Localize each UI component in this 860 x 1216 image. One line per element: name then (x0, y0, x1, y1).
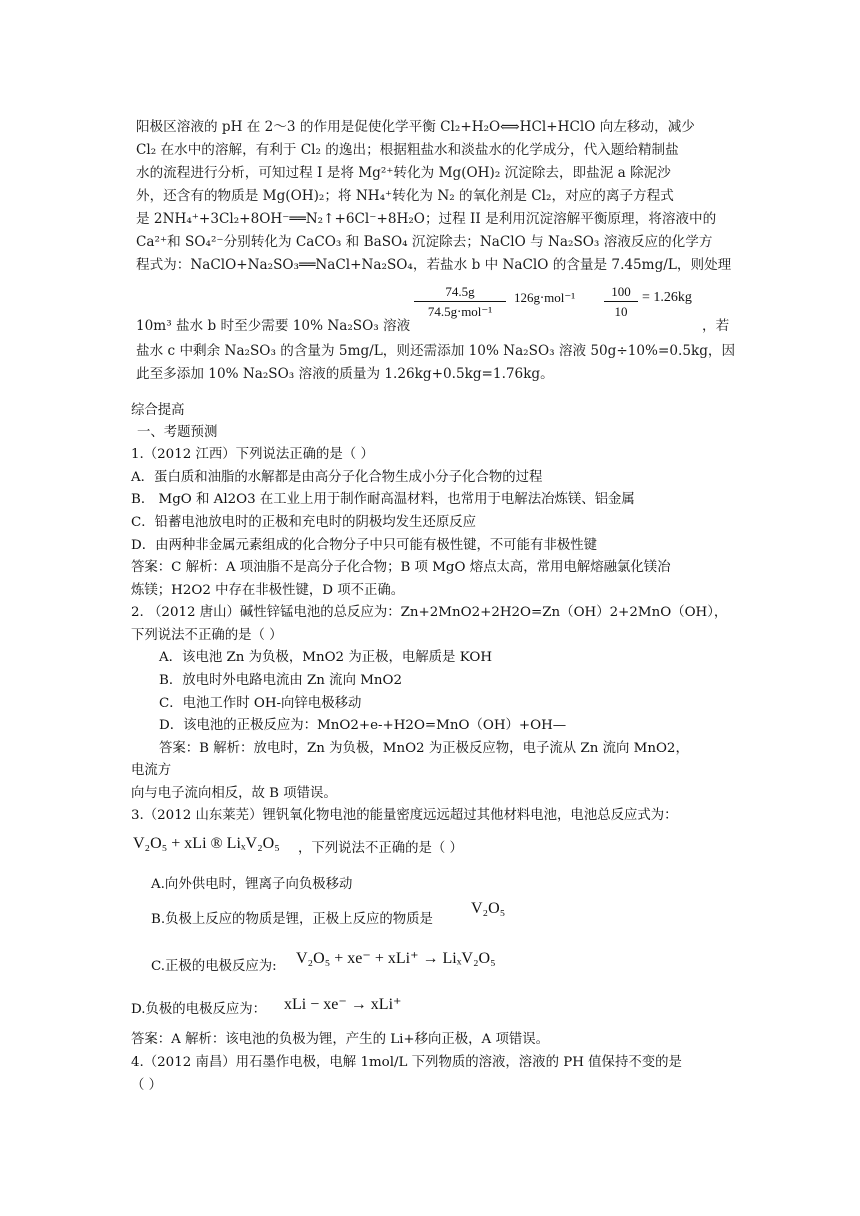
scan-line-3: 水的流程进行分析，可知过程 I 是将 Mg²⁺转化为 Mg(OH)₂ 沉淀除去，即盐泥 a 除泥沙 (136, 165, 671, 181)
scan-line-6: Ca²⁺和 SO₄²⁻分别转化为 CaCO₃ 和 BaSO₄ 沉淀除去；NaClO 与 Na₂SO₃ 溶液反应的化学方 (136, 234, 713, 250)
q1-option-a: A．蛋白质和油脂的水解都是由高分子化合物生成小分子化合物的过程 (131, 470, 543, 485)
fraction-2-denominator: 10 (614, 304, 628, 319)
q2-option-c: C．电池工作时 OH-向锌电极移动 (159, 696, 362, 711)
fraction-1-denominator: 74.5g⋅mol⁻¹ (427, 304, 493, 319)
section-heading: 综合提高 (131, 403, 185, 418)
section-subheading: 一、考题预测 (137, 425, 218, 440)
q4-stem-line-1: 4.（2012 南昌）用石墨作电极，电解 1mol/L 下列物质的溶液，溶液的 PH 值保持不变的是 (131, 1055, 682, 1070)
q1-answer-line-2: 炼镁；H2O2 中存在非极性键，D 项不正确。 (131, 583, 405, 598)
q3-option-c: C.正极的电极反应为: (151, 959, 277, 974)
q3-answer: 答案：A 解析：该电池的负极为锂，产生的 Li+移向正极，A 项错误。 (131, 1032, 550, 1047)
q3-option-d-equation: xLi − xe⁻ → xLi⁺ (284, 996, 402, 1013)
q1-option-d: D．由两种非金属元素组成的化合物分子中只可能有极性键，不可能有非极性键 (131, 538, 598, 553)
q1-option-b: B． MgO 和 Al2O3 在工业上用于制作耐高温材料，也常用于电解法冶炼镁、铝金属 (131, 492, 635, 507)
q3-option-b-formula: V₂O₅ (471, 900, 506, 917)
scan-line-1: 阳极区溶液的 pH 在 2～3 的作用是促使化学平衡 Cl₂+H₂O⟺HCl+HClO 向左移动，减少 (136, 119, 695, 135)
q2-option-a: A．该电池 Zn 为负极，MnO2 为正极，电解质是 KOH (159, 650, 493, 665)
fraction-2-numerator: 100 (604, 283, 638, 302)
q1-stem: 1.（2012 江西）下列说法正确的是（ ） (131, 447, 374, 462)
fraction-2 (604, 283, 638, 320)
q2-answer-line-2: 电流方 (131, 763, 172, 778)
scan-line-8a: 10m³ 盐水 b 时至少需要 10% Na₂SO₃ 溶液 (136, 318, 411, 334)
scan-line-8b: ，若 (702, 318, 730, 334)
molar-mass-term: 126g⋅mol⁻¹ (514, 290, 576, 305)
q2-stem-line-2: 下列说法不正确的是（ ） (131, 628, 283, 643)
q2-answer-line-1: 答案：B 解析：放电时，Zn 为负极，MnO2 为正极反应物，电子流从 Zn 流向 MnO2， (159, 741, 689, 756)
scan-line-9: 盐水 c 中剩余 Na₂SO₃ 的含量为 5mg/L，则还需添加 10% Na₂SO₃ 溶液 50g÷10%=0.5kg，因 (136, 343, 736, 359)
q3-main-equation: V₂O₅ + xLi ® LiₓV₂O₅ (133, 835, 280, 852)
q2-option-d: D．该电池的正极反应为：MnO2+e-+H2O=MnO（OH）+OH— (159, 718, 567, 733)
fraction-1-numerator: 74.5g (414, 283, 506, 302)
q3-option-c-equation: V₂O₅ + xe⁻ + xLi⁺ → LiₓV₂O₅ (296, 950, 496, 967)
q3-stem-line-2: ，下列说法不正确的是（ ） (298, 841, 463, 856)
q2-answer-line-3: 向与电子流向相反，故 B 项错误。 (131, 786, 337, 801)
scan-line-7: 程式为：NaClO+Na₂SO₃══NaCl+Na₂SO₄，若盐水 b 中 NaClO 的含量是 7.45mg/L，则处理 (136, 257, 732, 273)
q1-answer-line-1: 答案：C 解析：A 项油脂不是高分子化合物；B 项 MgO 熔点太高，常用电解熔融氯化镁冶 (131, 560, 671, 575)
fraction-1 (414, 283, 506, 320)
q1-option-c: C．铅蓄电池放电时的正极和充电时的阴极均发生还原反应 (131, 515, 477, 530)
q3-option-d: D.负极的电极反应为： (131, 1002, 267, 1017)
q2-stem-line-1: 2. （2012 唐山）碱性锌锰电池的总反应为：Zn+2MnO2+2H2O=Zn（OH）2+2MnO（OH）， (131, 605, 728, 620)
scan-line-5: 是 2NH₄⁺+3Cl₂+8OH⁻══N₂↑+6Cl⁻+8H₂O；过程 II 是利用沉淀溶解平衡原理，将溶液中的 (136, 211, 717, 227)
scan-line-4: 外，还含有的物质是 Mg(OH)₂；将 NH₄⁺转化为 N₂ 的氧化剂是 Cl₂，对应的离子方程式 (136, 188, 674, 204)
scan-line-2: Cl₂ 在水中的溶解，有利于 Cl₂ 的逸出；根据粗盐水和淡盐水的化学成分，代入题给精制盐 (136, 142, 679, 158)
q3-option-a: A.向外供电时，锂离子向负极移动 (151, 877, 353, 892)
q2-option-b: B．放电时外电路电流由 Zn 流向 MnO2 (159, 673, 403, 688)
result-term: = 1.26kg (642, 290, 692, 305)
scan-line-10: 此至多添加 10% Na₂SO₃ 溶液的质量为 1.26kg+0.5kg=1.76kg。 (136, 366, 554, 382)
q3-stem-line-1: 3.（2012 山东莱芜）锂钒氧化物电池的能量密度远远超过其他材料电池，电池总反应式为： (131, 808, 678, 823)
q3-option-b: B.负极上反应的物质是锂，正极上反应的物质是 (151, 912, 433, 927)
q4-stem-line-2: （ ） (131, 1078, 163, 1093)
